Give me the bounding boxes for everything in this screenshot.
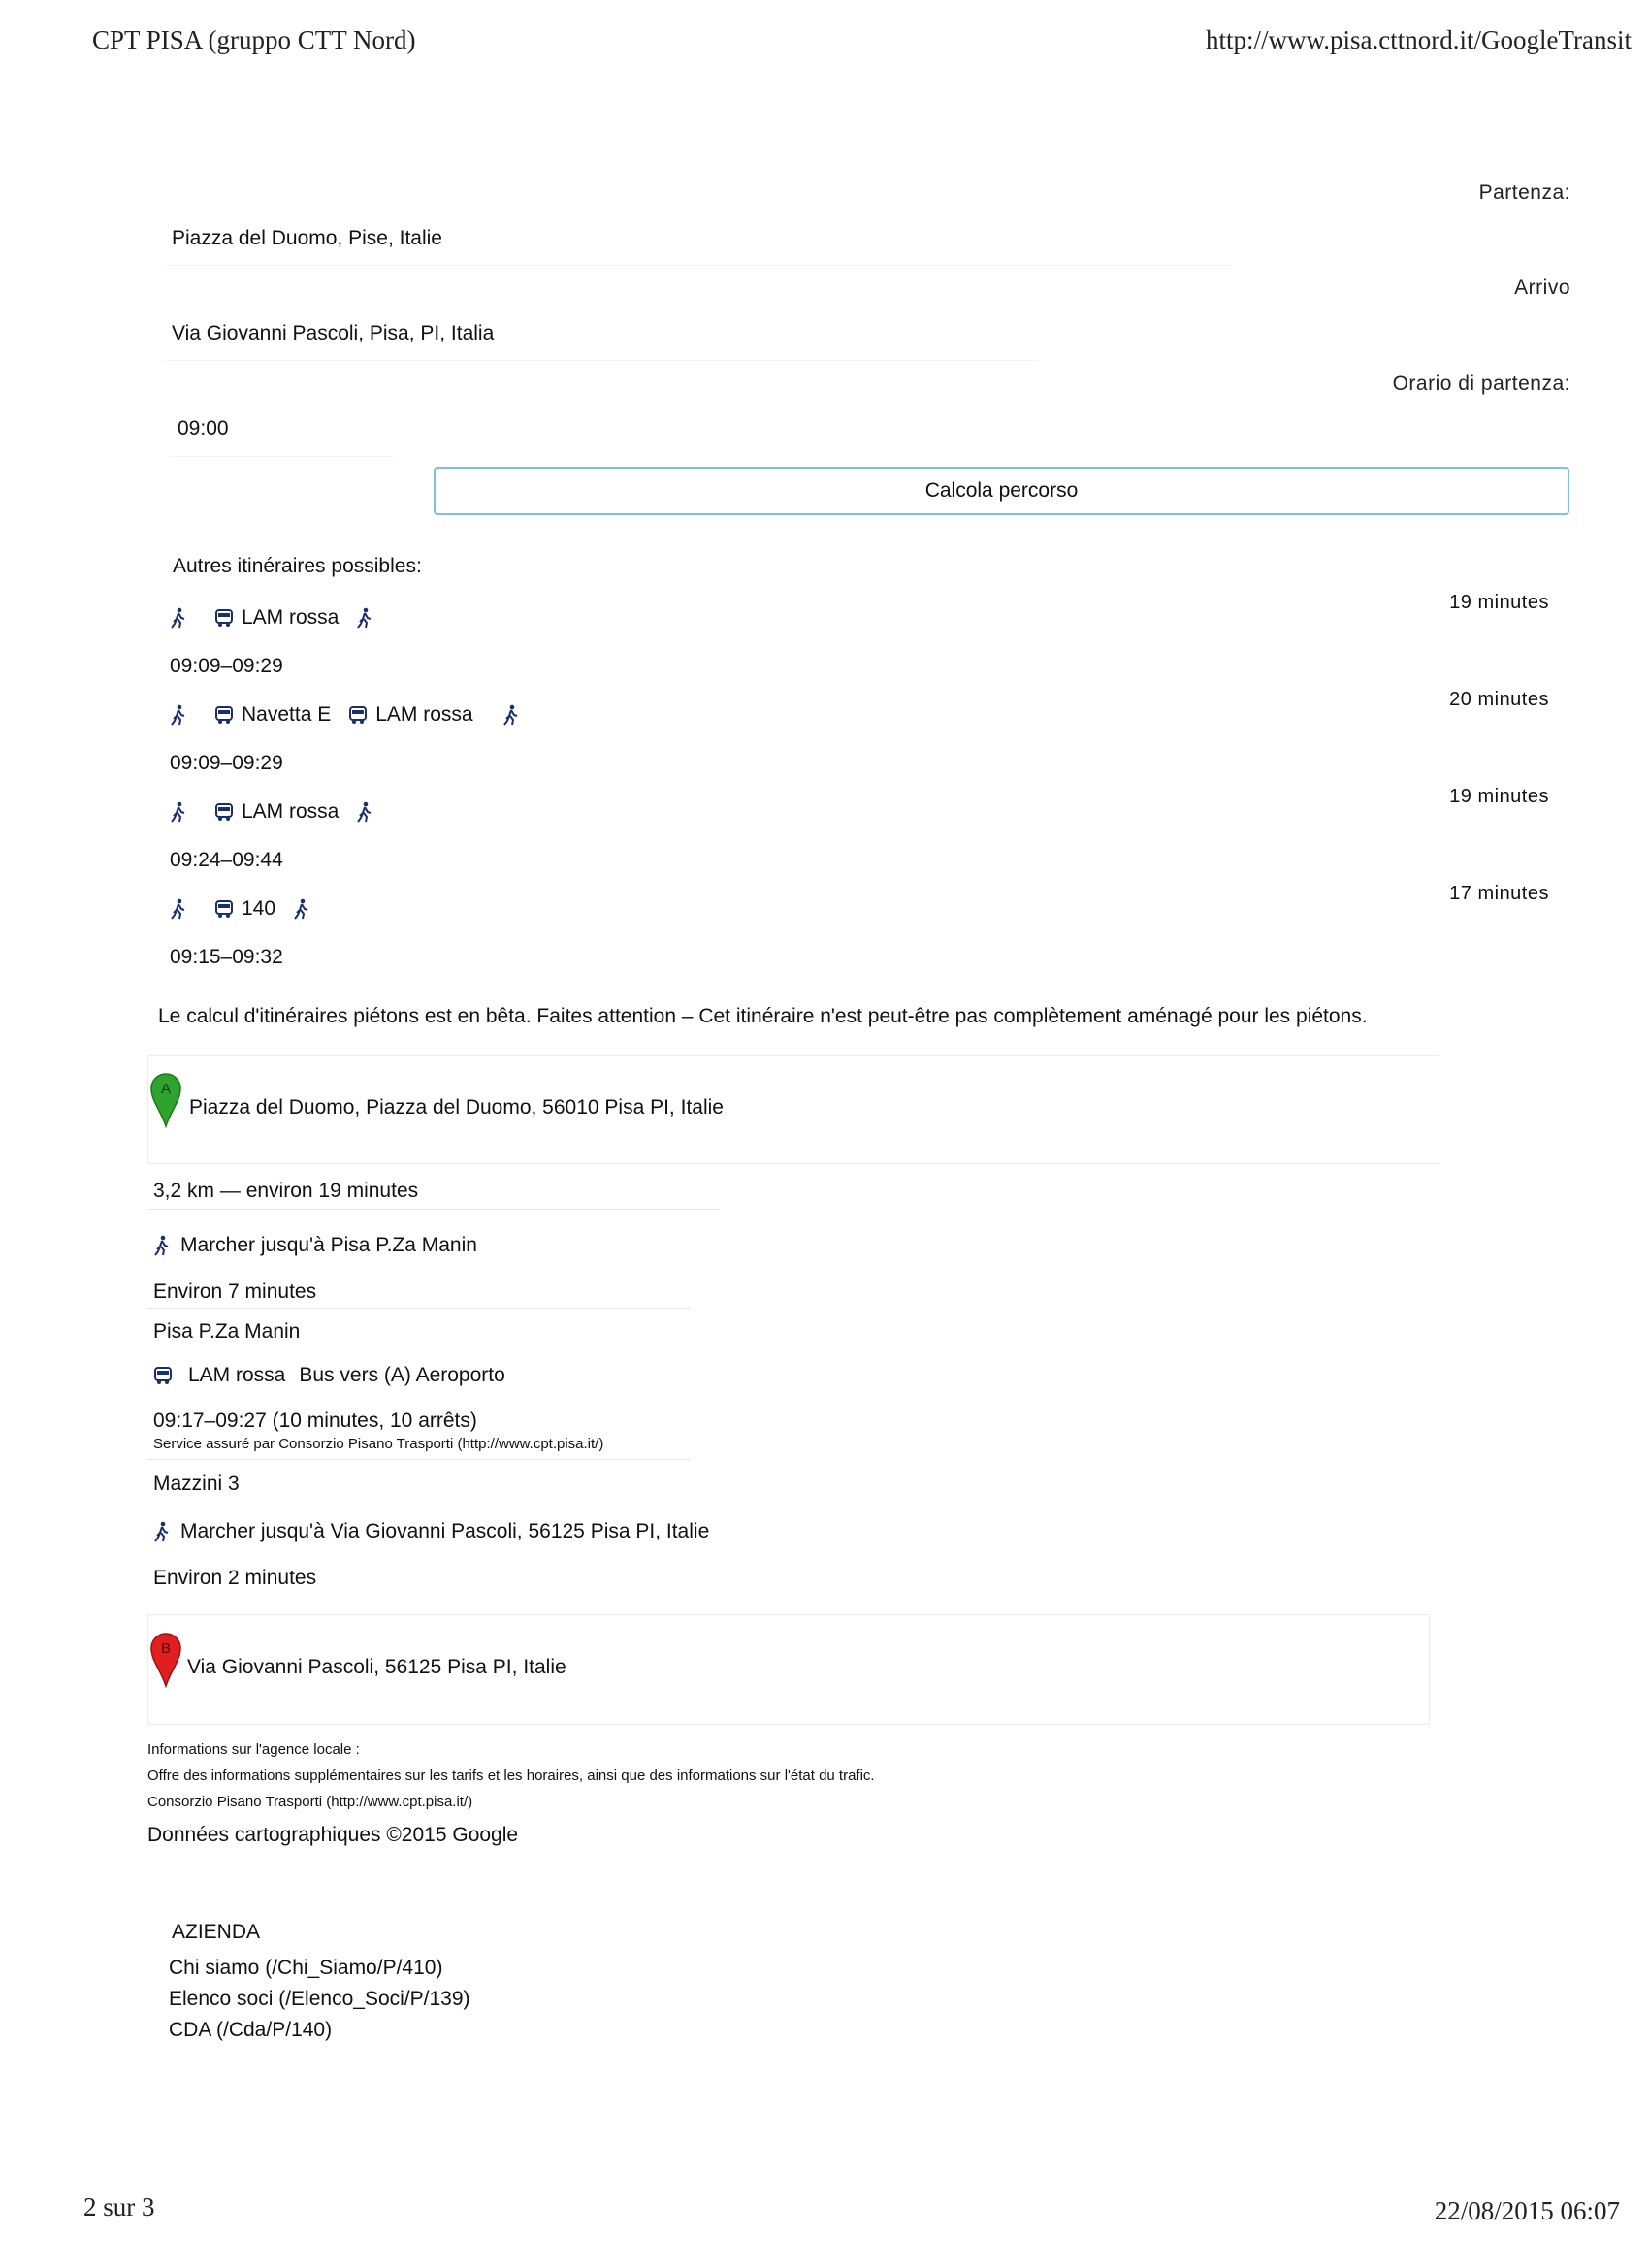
agency-title: Informations sur l'agence locale : <box>147 1741 360 1758</box>
end-address: Via Giovanni Pascoli, 56125 Pisa PI, Italie <box>187 1656 566 1678</box>
page-header-title: CPT PISA (gruppo CTT Nord) <box>92 25 416 54</box>
step-walk <box>153 1520 709 1543</box>
footer-link-cda[interactable]: CDA (/Cda/P/140) <box>169 2019 333 2041</box>
walk-icon <box>170 704 197 726</box>
marker-a-icon <box>149 1072 182 1128</box>
print-datetime: 22/08/2015 06:07 <box>1434 2196 1620 2225</box>
stop-name: Pisa P.Za Manin <box>153 1320 301 1343</box>
route-duration: 20 minutes <box>1449 689 1549 710</box>
marker-b-icon <box>149 1632 182 1688</box>
route-option[interactable] <box>170 703 547 727</box>
agency-info: Offre des informations supplémentaires sur les tarifs et les horaires, ainsi que des informations sur l'état du trafic. <box>147 1767 875 1784</box>
route-line-label: 140 <box>242 897 276 920</box>
departure-time-field[interactable]: 09:00 <box>178 417 229 439</box>
bus-times: 09:17–09:27 (10 minutes, 10 arrêts) <box>153 1409 477 1432</box>
stop-name: Mazzini 3 <box>153 1473 240 1495</box>
route-line-label: LAM rossa <box>242 800 340 823</box>
svg-text:A: A <box>160 1081 172 1097</box>
calculate-route-button[interactable]: Calcola percorso <box>434 467 1569 515</box>
footer-link-elenco-soci[interactable]: Elenco soci (/Elenco_Soci/P/139) <box>169 1988 470 2010</box>
walk-icon <box>170 607 197 629</box>
bus-line-label: LAM rossa <box>188 1364 286 1386</box>
agency-link[interactable]: Consorzio Pisano Trasporti (http://www.cpt.pisa.it/) <box>147 1794 473 1810</box>
step-bus <box>153 1364 505 1387</box>
alternatives-title: Autres itinéraires possibles: <box>173 555 422 577</box>
arrival-field-underline <box>165 360 1038 361</box>
route-line-label: LAM rossa <box>375 703 473 726</box>
arrival-label: Arrivo <box>1514 276 1570 299</box>
footer-menu-heading: AZIENDA <box>172 1921 261 1943</box>
step-walk-label: Marcher jusqu'à Via Giovanni Pascoli, 56125 Pisa PI, Italie <box>180 1520 710 1542</box>
pedestrian-warning: Le calcul d'itinéraires piétons est en bêta. Faites attention – Cet itinéraire n'est peut-être pas complètement aménagé pour les piétons. <box>158 1005 1368 1027</box>
route-option[interactable] <box>170 897 338 921</box>
route-times: 09:09–09:29 <box>170 655 283 677</box>
route-summary: 3,2 km — environ 19 minutes <box>153 1180 419 1202</box>
page-header-url: http://www.pisa.cttnord.it/GoogleTransit <box>1206 25 1632 54</box>
bus-icon <box>214 899 234 919</box>
bus-icon <box>153 1366 173 1385</box>
bus-operator: Service assuré par Consorzio Pisano Trasporti (http://www.cpt.pisa.it/) <box>153 1436 604 1452</box>
departure-time-label: Orario di partenza: <box>1392 373 1570 395</box>
walk-icon <box>356 607 383 629</box>
route-option[interactable] <box>170 800 401 824</box>
route-line-label: LAM rossa <box>242 606 340 629</box>
time-field-underline <box>170 456 393 457</box>
route-times: 09:15–09:32 <box>170 946 283 968</box>
svg-text:B: B <box>160 1640 172 1657</box>
bus-icon <box>348 705 368 725</box>
route-times: 09:09–09:29 <box>170 752 283 774</box>
walk-icon <box>293 898 320 920</box>
bus-icon <box>214 608 234 628</box>
step-walk-label: Marcher jusqu'à Pisa P.Za Manin <box>180 1234 477 1256</box>
map-data-credit: Données cartographiques ©2015 Google <box>147 1824 519 1846</box>
step-walk <box>153 1234 477 1257</box>
divider <box>147 1459 691 1460</box>
step-duration: Environ 7 minutes <box>153 1280 317 1303</box>
route-option[interactable] <box>170 606 401 630</box>
bus-icon <box>214 705 234 725</box>
departure-field[interactable]: Piazza del Duomo, Pise, Italie <box>172 227 442 249</box>
walk-icon <box>502 704 530 726</box>
footer-link-chi-siamo[interactable]: Chi siamo (/Chi_Siamo/P/410) <box>169 1957 443 1979</box>
walk-icon <box>356 801 383 823</box>
departure-label: Partenza: <box>1478 181 1570 204</box>
bus-icon <box>214 802 234 822</box>
walk-icon <box>153 1521 171 1542</box>
route-duration: 19 minutes <box>1449 786 1549 807</box>
route-duration: 19 minutes <box>1449 592 1549 613</box>
route-times: 09:24–09:44 <box>170 849 283 871</box>
route-line-label: Navetta E <box>242 703 332 726</box>
divider <box>147 1209 720 1210</box>
step-duration: Environ 2 minutes <box>153 1567 317 1589</box>
start-address: Piazza del Duomo, Piazza del Duomo, 56010 Pisa PI, Italie <box>189 1096 724 1118</box>
page-number: 2 sur 3 <box>83 2192 155 2221</box>
bus-direction: Bus vers (A) Aeroporto <box>299 1364 505 1386</box>
divider <box>147 1308 691 1309</box>
walk-icon <box>170 898 197 920</box>
walk-icon <box>153 1235 171 1256</box>
route-duration: 17 minutes <box>1449 883 1549 904</box>
departure-field-underline <box>165 265 1232 266</box>
walk-icon <box>170 801 197 823</box>
arrival-field[interactable]: Via Giovanni Pascoli, Pisa, PI, Italia <box>172 322 495 344</box>
